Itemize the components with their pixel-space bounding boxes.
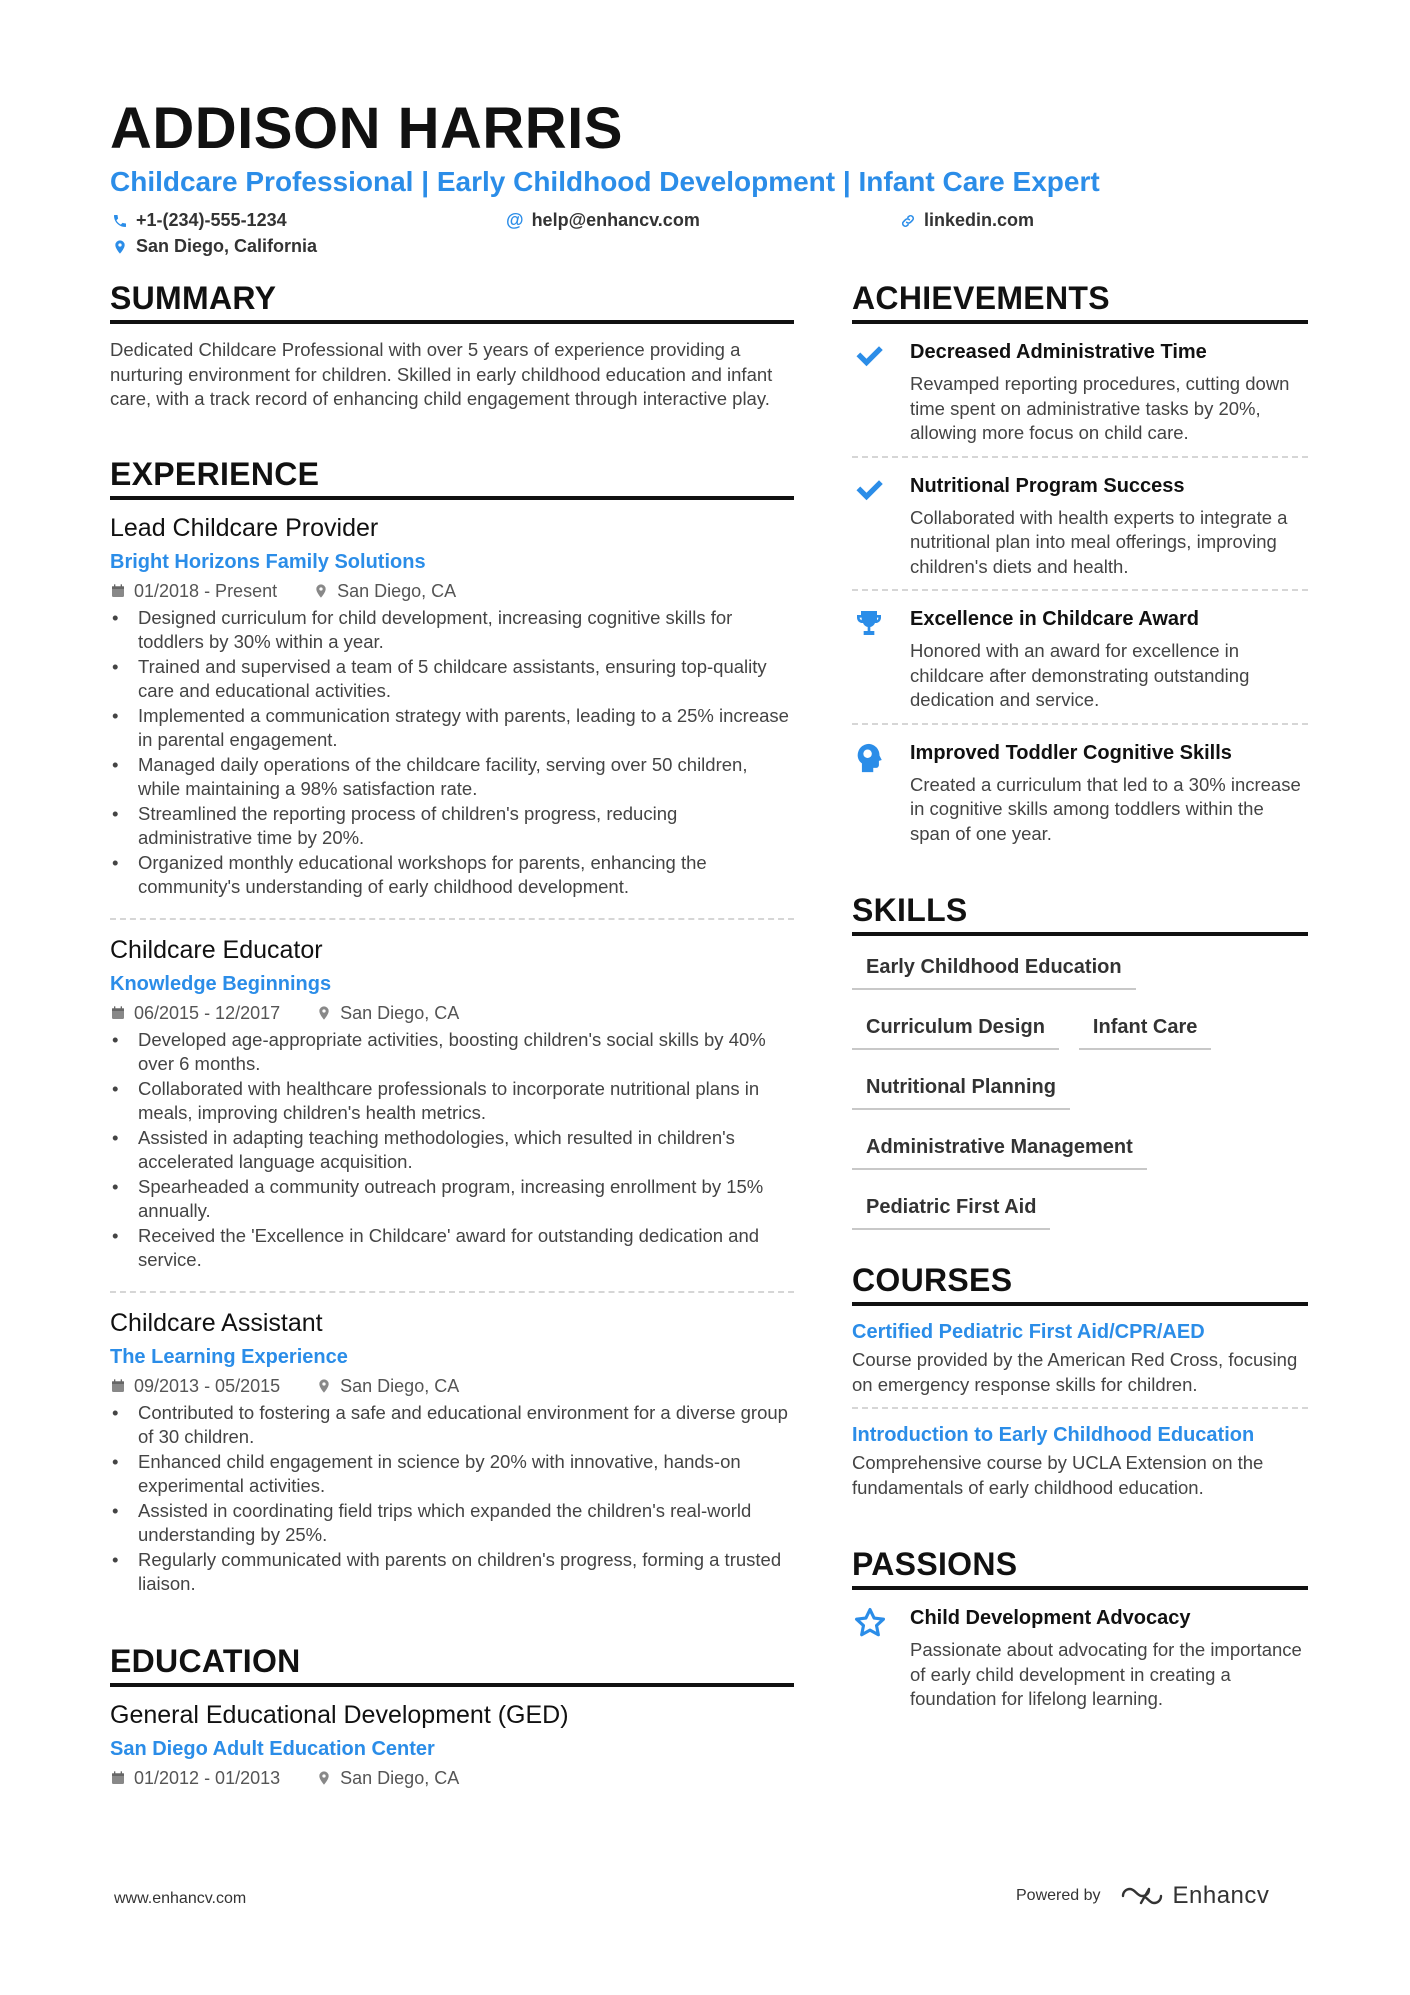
summary-text: Dedicated Childcare Professional with over 5 years of experience providing a nurturing environment for children. Skilled in early childhood education and infant care, with a track record of enhancing child engagement through interactive play. <box>110 339 773 409</box>
job-meta <box>110 1373 794 1399</box>
achievement-title: Improved Toddler Cognitive Skills <box>910 741 1232 764</box>
skill-row <box>852 1068 1308 1110</box>
experience-section <box>110 454 794 1607</box>
calendar-icon <box>110 1770 126 1786</box>
enhancv-logo-icon <box>1119 1884 1165 1908</box>
achievement-icon-wrap <box>852 472 892 580</box>
achievement-icon-wrap <box>852 739 892 847</box>
achievements-section <box>852 278 1308 856</box>
job-title: Childcare Assistant <box>110 1308 323 1337</box>
course-item <box>852 1306 1308 1409</box>
contact-email[interactable] <box>506 210 700 231</box>
job-entry <box>110 512 794 910</box>
achievement-icon-wrap <box>852 338 892 446</box>
job-bullets <box>110 606 794 900</box>
candidate-tagline: Childcare Professional | Early Childhood Development | Infant Care Expert <box>110 166 1100 197</box>
location-pin-icon <box>313 583 329 599</box>
email-text: help@enhancv.com <box>531 210 700 230</box>
job-bullets <box>110 1028 794 1273</box>
linkedin-text: linkedin.com <box>924 210 1035 230</box>
job-title: Childcare Educator <box>110 935 323 964</box>
left-column <box>110 278 794 1825</box>
passion-item <box>852 1590 1308 1722</box>
at-icon: @ <box>506 210 524 230</box>
skill-tag: Early Childhood Education <box>852 948 1136 990</box>
achievement-desc: Collaborated with health experts to integrate a nutritional plan into meal offerings, improving children's diets and health. <box>910 506 1288 577</box>
trophy-icon <box>852 607 886 639</box>
education-meta <box>110 1765 794 1791</box>
achievement-item <box>852 725 1308 857</box>
contact-phone <box>112 210 287 231</box>
achievement-item <box>852 458 1308 592</box>
job-entry <box>110 934 794 1283</box>
brain-head-icon <box>852 741 886 775</box>
education-location: San Diego, CA <box>340 1767 460 1788</box>
bullet-item: • Trained and supervised a team of 5 childcare assistants, ensuring top-quality care and educational activities. <box>110 655 794 704</box>
skill-tag: Curriculum Design <box>852 1008 1059 1050</box>
job-dates: 01/2018 - Present <box>134 580 278 601</box>
bullet-item: • Assisted in adapting teaching methodologies, which resulted in children's accelerated language acquisition. <box>110 1126 794 1175</box>
contact-info <box>110 204 1310 260</box>
education-section <box>110 1641 794 1791</box>
bullet-item: • Implemented a communication strategy with parents, leading to a 25% increase in parental engagement. <box>110 704 794 753</box>
bullet-item: • Enhanced child engagement in science by 20% with innovative, hands-on experimental activities. <box>110 1450 794 1499</box>
phone-text: +1-(234)-555-1234 <box>136 210 287 230</box>
bullet-item: • Regularly communicated with parents on children's progress, forming a trusted liaison. <box>110 1548 794 1597</box>
summary-heading: SUMMARY <box>110 278 794 324</box>
bullet-item: • Managed daily operations of the childcare facility, serving over 50 children, while maintaining a 98% satisfaction rate. <box>110 753 794 802</box>
right-column <box>852 278 1308 1756</box>
achievement-title: Excellence in Childcare Award <box>910 608 1200 630</box>
skills-list <box>852 948 1308 1230</box>
skill-row <box>852 1128 1308 1170</box>
company-name: The Learning Experience <box>110 1345 348 1368</box>
bullet-item: • Streamlined the reporting process of children's progress, reducing administrative time by 20%. <box>110 802 794 851</box>
degree-title: General Educational Development (GED) <box>110 1700 569 1729</box>
company-name: Knowledge Beginnings <box>110 972 332 995</box>
achievement-title: Decreased Administrative Time <box>910 341 1207 363</box>
achievement-icon-wrap <box>852 605 892 713</box>
footer-branding <box>1016 1882 1269 1910</box>
skill-row <box>852 1188 1308 1230</box>
bullet-item: • Spearheaded a community outreach program, increasing enrollment by 15% annually. <box>110 1175 794 1224</box>
job-entry <box>110 1307 794 1607</box>
skills-heading: SKILLS <box>852 890 1308 936</box>
brand-logo[interactable] <box>1119 1882 1270 1910</box>
education-dates: 01/2012 - 01/2013 <box>134 1767 281 1788</box>
divider <box>110 918 794 920</box>
resume-header <box>110 96 1310 260</box>
bullet-item: • Developed age-appropriate activities, boosting children's social skills by 40% over 6 months. <box>110 1028 794 1077</box>
course-desc: Course provided by the American Red Cross, focusing on emergency response skills for children. <box>852 1349 1298 1395</box>
achievement-title: Nutritional Program Success <box>910 474 1185 497</box>
company-name: Bright Horizons Family Solutions <box>110 550 426 573</box>
powered-by-label: Powered by <box>1016 1887 1101 1904</box>
job-location: San Diego, CA <box>337 580 457 601</box>
job-dates: 09/2013 - 05/2015 <box>134 1375 281 1396</box>
courses-heading: COURSES <box>852 1260 1308 1306</box>
location-pin-icon <box>316 1770 332 1786</box>
skills-section <box>852 890 1308 1230</box>
contact-location <box>112 236 317 257</box>
skill-row <box>852 1008 1308 1050</box>
bullet-item: • Collaborated with healthcare professionals to incorporate nutritional plans in meals, improving children's health metrics. <box>110 1077 794 1126</box>
job-meta <box>110 1000 794 1026</box>
location-pin-icon <box>316 1005 332 1021</box>
footer-website[interactable]: www.enhancv.com <box>114 1890 247 1907</box>
candidate-name: ADDISON HARRIS <box>110 96 623 161</box>
school-name: San Diego Adult Education Center <box>110 1737 435 1760</box>
checkmark-icon <box>852 474 886 504</box>
location-text: San Diego, California <box>136 236 318 256</box>
achievement-desc: Created a curriculum that led to a 30% increase in cognitive skills among toddlers within the span of one year. <box>910 773 1301 844</box>
contact-linkedin[interactable] <box>900 210 1034 231</box>
calendar-icon <box>110 1005 126 1021</box>
bullet-item: • Designed curriculum for child development, increasing cognitive skills for toddlers by 30% within a year. <box>110 606 794 655</box>
passions-heading: PASSIONS <box>852 1544 1308 1590</box>
job-bullets <box>110 1401 794 1597</box>
passion-icon-wrap <box>852 1604 892 1712</box>
location-pin-icon <box>112 239 128 255</box>
achievement-desc: Revamped reporting procedures, cutting down time spent on administrative tasks by 20%, allowing more focus on child care. <box>910 373 1290 443</box>
link-icon <box>900 213 916 229</box>
course-desc: Comprehensive course by UCLA Extension on the fundamentals of early childhood education. <box>852 1452 1264 1498</box>
achievement-item <box>852 591 1308 725</box>
calendar-icon <box>110 583 126 599</box>
bullet-item: • Organized monthly educational workshops for parents, enhancing the community's understanding of early childhood development. <box>110 851 794 900</box>
course-title: Certified Pediatric First Aid/CPR/AED <box>852 1321 1205 1343</box>
education-heading: EDUCATION <box>110 1641 794 1687</box>
achievement-desc: Honored with an award for excellence in childcare after demonstrating outstanding dedication and service. <box>910 640 1250 710</box>
course-item <box>852 1409 1308 1510</box>
passion-desc: Passionate about advocating for the importance of early child development in creating a foundation for lifelong learning. <box>910 1639 1302 1709</box>
skill-tag: Pediatric First Aid <box>852 1188 1050 1230</box>
location-pin-icon <box>316 1378 332 1394</box>
achievements-heading: ACHIEVEMENTS <box>852 278 1308 324</box>
divider <box>110 1291 794 1293</box>
job-dates: 06/2015 - 12/2017 <box>134 1002 281 1023</box>
passion-title: Child Development Advocacy <box>910 1607 1191 1629</box>
skill-row <box>852 948 1308 990</box>
job-title: Lead Childcare Provider <box>110 513 379 542</box>
job-location: San Diego, CA <box>340 1002 460 1023</box>
job-meta <box>110 578 794 604</box>
experience-heading: EXPERIENCE <box>110 454 794 500</box>
skill-tag: Infant Care <box>1079 1008 1211 1050</box>
skill-tag: Nutritional Planning <box>852 1068 1070 1110</box>
calendar-icon <box>110 1378 126 1394</box>
checkmark-icon <box>852 340 886 370</box>
brand-name: Enhancv <box>1172 1882 1270 1909</box>
bullet-item: • Contributed to fostering a safe and educational environment for a diverse group of 30 children. <box>110 1401 794 1450</box>
job-location: San Diego, CA <box>340 1375 460 1396</box>
bullet-item: • Received the 'Excellence in Childcare' award for outstanding dedication and service. <box>110 1224 794 1273</box>
phone-icon <box>112 213 128 229</box>
achievement-item <box>852 324 1308 458</box>
summary-section <box>110 278 794 412</box>
course-title: Introduction to Early Childhood Education <box>852 1424 1255 1446</box>
courses-section <box>852 1260 1308 1510</box>
bullet-item: • Assisted in coordinating field trips which expanded the children's real-world understanding by 25%. <box>110 1499 794 1548</box>
passions-section <box>852 1544 1308 1722</box>
star-icon <box>852 1606 888 1640</box>
skill-tag: Administrative Management <box>852 1128 1147 1170</box>
